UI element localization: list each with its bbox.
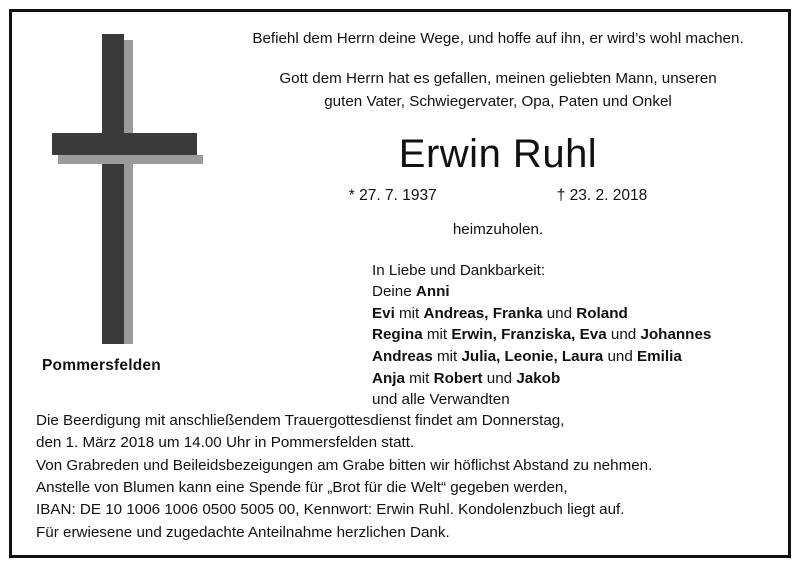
family-line [372,346,776,368]
family-connector-text: und [606,326,641,344]
family-member-name: Erwin, Franziska, Eva [451,326,607,344]
cross-vertical-shadow [124,40,133,344]
family-member-name: Johannes [640,326,712,344]
bible-verse: Befiehl dem Herrn deine Wege, und hoffe auf ihn, er wird’s wohl machen. [252,30,744,47]
birth-date: * 27. 7. 1937 [348,186,437,204]
funeral-detail-line: Von Grabreden und Beileidsbezeigungen am Grabe bitten wir höflichst Abstand zu nehmen. [36,456,653,474]
family-connector-text: mit [422,326,452,344]
family-connector-text: mit [404,369,434,387]
funeral-detail-line: Die Beerdigung mit anschließendem Trauergottesdienst findet am Donnerstag, [36,412,565,429]
funeral-detail-line: Anstelle von Blumen kann eine Spende für „Brot für die Welt“ gegeben werden, [36,479,568,497]
intro-line-2: guten Vater, Schwiegervater, Opa, Paten und Onkel [324,92,672,110]
intro-line-1: Gott dem Herrn hat es gefallen, meinen geliebten Mann, unseren [279,70,717,88]
death-date: † 23. 2. 2018 [556,186,648,204]
cross-vertical-bar [102,34,124,344]
funeral-detail-line: IBAN: DE 10 1006 1006 0500 5005 00, Kennwort: Erwin Ruhl. Kondolenzbuch liegt auf. [36,501,625,519]
family-block [372,260,776,411]
cross-graphic [30,34,220,364]
heimzuholen-line: heimzuholen. [452,220,544,238]
family-member-name: Anni [415,283,450,301]
funeral-detail-line: Für erwiesene und zugedachte Anteilnahme herzlichen Dank. [36,523,450,541]
family-connector-text: mit [432,347,462,365]
family-connector-text: und [603,347,638,365]
family-connector-text: und [542,304,577,322]
family-member-name: Evi [372,304,395,322]
family-line [372,324,776,346]
family-member-name: Robert [433,369,483,387]
family-line [372,281,776,303]
life-dates [220,187,776,205]
cross-horizontal-shadow [58,155,203,164]
family-line [372,368,776,390]
family-lines [372,281,776,410]
family-member-name: Regina [372,326,423,344]
family-connector-text: und alle Verwandten [372,391,510,409]
family-member-name: Roland [576,304,628,322]
family-member-name: Julia, Leonie, Laura [461,347,604,365]
funeral-detail-line: den 1. März 2018 um 14.00 Uhr in Pommersfelden statt. [36,434,415,452]
family-member-name: Jakob [516,369,561,387]
place-name: Pommersfelden [42,357,161,374]
family-member-name: Anja [372,369,405,387]
family-line [372,303,776,325]
funeral-details [36,410,770,544]
family-member-name: Andreas, Franka [423,304,543,322]
main-text-column [220,28,776,411]
family-connector-text: Deine [372,283,416,301]
family-member-name: Emilia [637,347,682,365]
family-heading: In Liebe und Dankbarkeit: [372,261,546,279]
deceased-name: Erwin Ruhl [398,131,598,176]
family-connector-text: mit [394,304,424,322]
family-line [372,389,776,411]
family-connector-text: und [482,369,517,387]
cross-horizontal-bar [52,133,197,155]
family-member-name: Andreas [372,347,433,365]
notice-inner [12,12,788,555]
